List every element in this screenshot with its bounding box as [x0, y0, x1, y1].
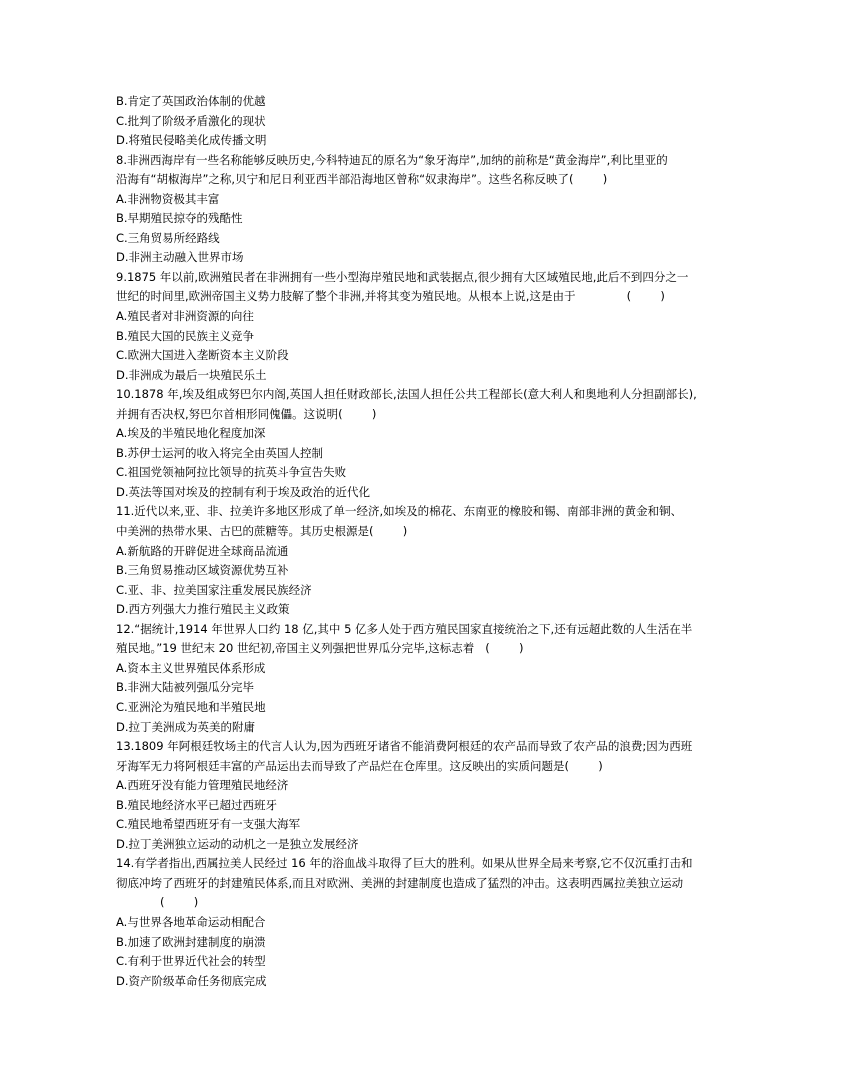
q9-stem-line-1: 9.1875 年以前,欧洲殖民者在非洲拥有一些小型海岸殖民地和武装据点,很少拥有大区域殖民地,此后不到四分之一	[116, 269, 689, 284]
q12-stem-line-1: 12.“据统计,1914 年世界人口约 18 亿,其中 5 亿多人处于西方殖民国家直接统治之下,还有远超此数的人生活在半	[116, 621, 693, 636]
q13-option-b: B.殖民地经济水平已超过西班牙	[116, 797, 278, 812]
q7-option-d: D.将殖民侵略美化成传播文明	[116, 133, 267, 148]
q12-option-d: D.拉丁美洲成为英美的附庸	[116, 719, 256, 734]
q8-option-b: B.早期殖民掠夺的残酷性	[116, 211, 243, 226]
q11-option-a: A.新航路的开辟促进全球商品流通	[116, 543, 289, 558]
q8-stem-line-1: 8.非洲西海岸有一些名称能够反映历史,今科特迪瓦的原名为“象牙海岸”,加纳的前称是“黄金海岸”,利比里亚的	[116, 152, 668, 167]
q12-option-b: B.非洲大陆被列强瓜分完毕	[116, 680, 255, 695]
q14-option-c: C.有利于世界近代社会的转型	[116, 954, 266, 969]
q13-option-c: C.殖民地希望西班牙有一支强大海军	[116, 817, 301, 832]
q11-stem-line-2: 中美洲的热带水果、古巴的蔗糖等。其历史根源是( )	[116, 524, 408, 539]
question-list	[116, 92, 748, 991]
q9-option-b: B.殖民大国的民族主义竞争	[116, 328, 255, 343]
q10-option-b: B.苏伊士运河的收入将完全由英国人控制	[116, 445, 324, 460]
q8-option-c: C.三角贸易所经路线	[116, 230, 220, 245]
q13-stem-line-1: 13.1809 年阿根廷牧场主的代言人认为,因为西班牙诸省不能消费阿根廷的农产品而导致了农产品的浪费;因为西班	[116, 739, 693, 754]
q7-option-b: B.肯定了英国政治体制的优越	[116, 94, 266, 108]
q14-option-b: B.加速了欧洲封建制度的崩溃	[116, 934, 266, 949]
q10-option-c: C.祖国党领袖阿拉比领导的抗英斗争宣告失败	[116, 465, 347, 480]
q10-option-d: D.英法等国对埃及的控制有利于埃及政治的近代化	[116, 484, 371, 499]
q8-option-a: A.非洲物资极其丰富	[116, 191, 220, 206]
q10-stem-line-1: 10.1878 年,埃及组成努巴尔内阁,英国人担任财政部长,法国人担任公共工程部长(意大利人和奥地利人分担副部长),	[116, 387, 697, 402]
q11-option-b: B.三角贸易推动区域资源优势互补	[116, 563, 289, 578]
q14-stem-line-1: 14.有学者指出,西属拉美人民经过 16 年的浴血战斗取得了巨大的胜利。如果从世界全局来考察,它不仅沉重打击和	[116, 856, 693, 871]
q13-option-a: A.西班牙没有能力管理殖民地经济	[116, 778, 289, 793]
q11-stem-line-1: 11.近代以来,亚、非、拉美许多地区形成了单一经济,如埃及的棉花、东南亚的橡胶和锡、南部非洲的黄金和铜、	[116, 504, 683, 519]
q10-stem-line-2: 并拥有否决权,努巴尔首相形同傀儡。这说明( )	[116, 406, 377, 421]
q8-stem-line-2: 沿海有“胡椒海岸”之称,贝宁和尼日利亚西半部沿海地区曾称“奴隶海岸”。这些名称反映了( )	[116, 172, 608, 187]
q9-option-d: D.非洲成为最后一块殖民乐土	[116, 367, 267, 382]
q14-stem-line-2: 彻底冲垮了西班牙的封建殖民体系,而且对欧洲、美洲的封建制度也造成了猛烈的冲击。这表明西属拉美独立运动	[116, 875, 684, 890]
q11-option-c: C.亚、非、拉美国家注重发展民族经济	[116, 582, 312, 597]
q12-option-c: C.亚洲沦为殖民地和半殖民地	[116, 699, 266, 714]
q11-option-d: D.西方列强大力推行殖民主义政策	[116, 602, 290, 617]
q9-option-c: C.欧洲大国进入垄断资本主义阶段	[116, 348, 289, 363]
q13-option-d: D.拉丁美洲独立运动的动机之一是独立发展经济	[116, 836, 359, 851]
q9-stem-line-2: 世纪的时间里,欧洲帝国主义势力肢解了整个非洲,并将其变为殖民地。从根本上说,这是由于 ( )	[116, 289, 665, 304]
q10-option-a: A.埃及的半殖民地化程度加深	[116, 426, 266, 441]
q12-option-a: A.资本主义世界殖民体系形成	[116, 660, 266, 675]
q14-stem-line-3: ( )	[160, 895, 199, 910]
q8-option-d: D.非洲主动融入世界市场	[116, 250, 244, 265]
q12-stem-line-2: 殖民地。”19 世纪末 20 世纪初,帝国主义列强把世界瓜分完毕,这标志着 ( )	[116, 641, 524, 656]
q14-option-a: A.与世界各地革命运动相配合	[116, 914, 266, 929]
q13-stem-line-2: 牙海军无力将阿根廷丰富的产品运出去而导致了产品烂在仓库里。这反映出的实质问题是( )	[116, 758, 603, 773]
q7-option-c: C.批判了阶级矛盾激化的现状	[116, 113, 266, 128]
q14-option-d: D.资产阶级革命任务彻底完成	[116, 973, 267, 988]
q9-option-a: A.殖民者对非洲资源的向往	[116, 309, 254, 324]
